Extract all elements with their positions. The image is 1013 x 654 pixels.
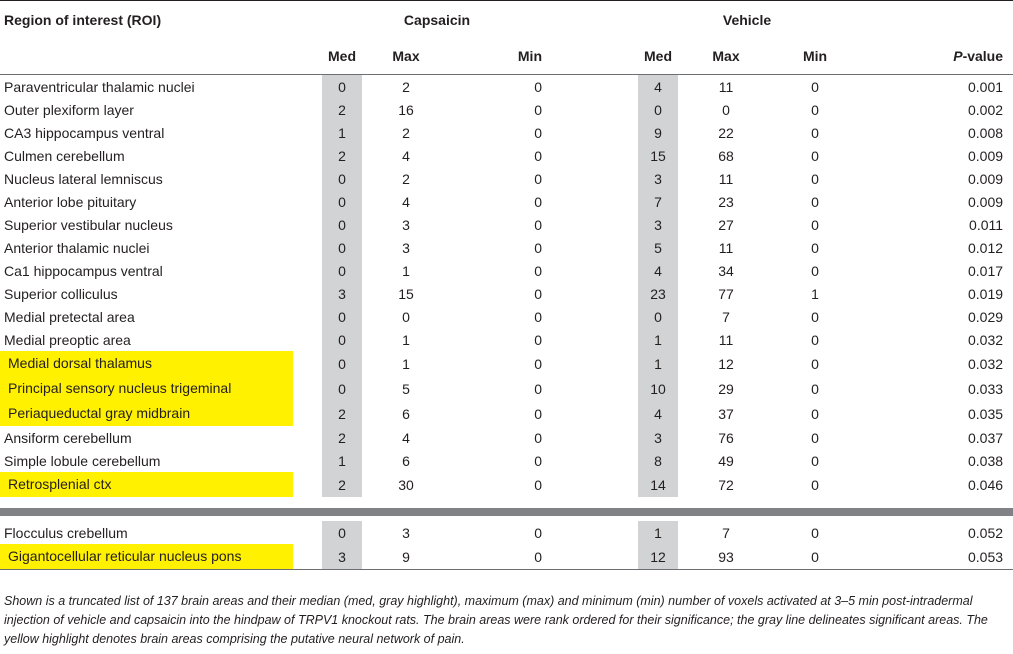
roi-name: Superior vestibular nucleus xyxy=(4,216,173,233)
vehicle-max: 37 xyxy=(718,405,734,422)
spacer xyxy=(552,426,638,449)
spacer xyxy=(300,98,322,121)
capsaicin-max: 4 xyxy=(402,193,410,210)
capsaicin-med: 2 xyxy=(322,144,362,167)
spacer xyxy=(552,121,638,144)
roi-name: Flocculus crebellum xyxy=(4,524,128,541)
capsaicin-max: 15 xyxy=(398,285,414,302)
capsaicin-min: 0 xyxy=(534,239,542,256)
spacer xyxy=(300,305,322,328)
vehicle-min-header: Min xyxy=(774,36,856,75)
vehicle-min: 0 xyxy=(811,124,819,141)
p-value: 0.032 xyxy=(967,355,1004,372)
table-row xyxy=(0,190,1013,213)
capsaicin-min: 0 xyxy=(534,193,542,210)
capsaicin-max: 6 xyxy=(402,405,410,422)
capsaicin-max: 4 xyxy=(402,429,410,446)
capsaicin-med-header: Med xyxy=(322,36,362,75)
roi-name: Anterior thalamic nuclei xyxy=(4,239,150,256)
vehicle-min: 0 xyxy=(811,101,819,118)
p-value: 0.046 xyxy=(967,476,1004,493)
vehicle-max: 68 xyxy=(718,147,734,164)
nonsignificant-rows xyxy=(0,521,1013,570)
capsaicin-med: 2 xyxy=(322,472,362,497)
table-row xyxy=(0,401,1013,426)
table-row xyxy=(0,213,1013,236)
table-row xyxy=(0,144,1013,167)
p-value: 0.017 xyxy=(967,262,1004,279)
roi-name: Culmen cerebellum xyxy=(4,147,125,164)
roi-name: Nucleus lateral lemniscus xyxy=(4,170,163,187)
table-row xyxy=(0,259,1013,282)
vehicle-med: 4 xyxy=(638,75,678,99)
table-caption: Shown is a truncated list of 137 brain areas and their median (med, gray highlight), maximum (max) and minimum (min) number of voxels activated at 3–5 min post-intradermal injection of vehicle and capsaicin into the hindpaw of TRPV1 knockout rats. The brain areas were rank ordered for their significance; the gray line delineates significant areas. The yellow highlight denotes brain areas comprising the putative neural network of pain. xyxy=(4,594,988,646)
vehicle-min: 0 xyxy=(811,355,819,372)
vehicle-min: 0 xyxy=(811,147,819,164)
vehicle-med: 3 xyxy=(638,167,678,190)
vehicle-max: 76 xyxy=(718,429,734,446)
table-row xyxy=(0,305,1013,328)
yellow-highlight-roi: Periaqueductal gray midbrain xyxy=(0,401,293,426)
significant-rows xyxy=(0,75,1013,498)
capsaicin-med: 0 xyxy=(322,190,362,213)
spacer xyxy=(552,376,638,401)
spacer xyxy=(300,121,322,144)
capsaicin-min: 0 xyxy=(534,101,542,118)
capsaicin-min: 0 xyxy=(534,78,542,95)
capsaicin-min: 0 xyxy=(534,405,542,422)
vehicle-max: 7 xyxy=(722,524,730,541)
vehicle-max: 11 xyxy=(718,170,734,187)
roi-name xyxy=(0,472,300,497)
p-value: 0.033 xyxy=(967,380,1004,397)
vehicle-min: 0 xyxy=(811,239,819,256)
table-row xyxy=(0,121,1013,144)
spacer xyxy=(300,376,322,401)
spacer xyxy=(300,190,322,213)
vehicle-min: 0 xyxy=(811,331,819,348)
spacer xyxy=(552,98,638,121)
p-value: 0.009 xyxy=(967,193,1004,210)
capsaicin-min: 0 xyxy=(450,544,552,570)
vehicle-med: 1 xyxy=(638,328,678,351)
table-row xyxy=(0,521,1013,544)
spacer xyxy=(300,351,322,376)
capsaicin-med: 0 xyxy=(322,351,362,376)
roi-name xyxy=(0,401,300,426)
spacer xyxy=(552,259,638,282)
capsaicin-med: 3 xyxy=(322,544,362,570)
capsaicin-min: 0 xyxy=(534,452,542,469)
vehicle-max: 29 xyxy=(718,380,734,397)
spacer xyxy=(300,328,322,351)
capsaicin-med: 0 xyxy=(322,376,362,401)
capsaicin-min: 0 xyxy=(534,170,542,187)
capsaicin-max-header: Max xyxy=(362,36,450,75)
table-row xyxy=(0,449,1013,472)
p-value: 0.008 xyxy=(967,124,1004,141)
vehicle-max: 11 xyxy=(718,78,734,95)
capsaicin-med: 0 xyxy=(322,305,362,328)
capsaicin-min: 0 xyxy=(534,147,542,164)
table-row xyxy=(0,75,1013,99)
vehicle-max: 27 xyxy=(718,216,734,233)
vehicle-min: 0 xyxy=(774,544,856,570)
spacer xyxy=(300,144,322,167)
table-row xyxy=(0,167,1013,190)
yellow-highlight-roi: Medial dorsal thalamus xyxy=(0,351,293,376)
roi-name: Paraventricular thalamic nuclei xyxy=(4,78,195,95)
vehicle-min: 0 xyxy=(811,429,819,446)
capsaicin-med: 0 xyxy=(322,213,362,236)
spacer xyxy=(300,401,322,426)
capsaicin-min: 0 xyxy=(534,124,542,141)
capsaicin-max: 5 xyxy=(402,380,410,397)
roi-name: Medial preoptic area xyxy=(4,331,131,348)
spacer xyxy=(552,521,638,544)
table-row xyxy=(0,236,1013,259)
capsaicin-med: 0 xyxy=(322,75,362,99)
spacer xyxy=(300,167,322,190)
vehicle-max: 49 xyxy=(718,452,734,469)
p-value: 0.019 xyxy=(967,285,1004,302)
roi-name: CA3 hippocampus ventral xyxy=(4,124,165,141)
vehicle-max: 12 xyxy=(718,355,734,372)
vehicle-med: 23 xyxy=(638,282,678,305)
spacer xyxy=(552,282,638,305)
table-row xyxy=(0,426,1013,449)
vehicle-max: 72 xyxy=(718,476,734,493)
capsaicin-med: 0 xyxy=(322,236,362,259)
vehicle-min: 0 xyxy=(811,216,819,233)
vehicle-med: 15 xyxy=(638,144,678,167)
vehicle-med: 0 xyxy=(638,305,678,328)
vehicle-max: 22 xyxy=(718,124,734,141)
vehicle-med: 12 xyxy=(638,544,678,570)
vehicle-med: 14 xyxy=(638,472,678,497)
header-row-groups xyxy=(0,0,1013,36)
roi-name xyxy=(0,544,300,570)
yellow-highlight-roi: Principal sensory nucleus trigeminal xyxy=(0,376,293,401)
significance-separator-line xyxy=(0,508,1013,516)
capsaicin-max: 16 xyxy=(398,101,414,118)
vehicle-max: 11 xyxy=(718,331,734,348)
p-value: 0.029 xyxy=(967,308,1004,325)
vehicle-med: 0 xyxy=(638,98,678,121)
vehicle-min: 0 xyxy=(811,78,819,95)
vehicle-max: 23 xyxy=(718,193,734,210)
vehicle-min: 0 xyxy=(811,308,819,325)
spacer xyxy=(552,544,638,570)
capsaicin-max: 1 xyxy=(402,331,410,348)
roi-name xyxy=(0,351,300,376)
vehicle-med: 5 xyxy=(638,236,678,259)
vehicle-max-header: Max xyxy=(678,36,774,75)
spacer xyxy=(300,259,322,282)
p-value: 0.002 xyxy=(967,101,1004,118)
capsaicin-min: 0 xyxy=(534,476,542,493)
capsaicin-med: 0 xyxy=(322,521,362,544)
capsaicin-med: 0 xyxy=(322,328,362,351)
spacer xyxy=(552,75,638,99)
capsaicin-med: 0 xyxy=(322,167,362,190)
vehicle-min: 0 xyxy=(811,405,819,422)
p-value: 0.012 xyxy=(967,239,1004,256)
spacer xyxy=(300,282,322,305)
vehicle-max: 0 xyxy=(722,101,730,118)
capsaicin-med: 2 xyxy=(322,98,362,121)
spacer xyxy=(300,472,322,497)
capsaicin-med: 2 xyxy=(322,426,362,449)
vehicle-med: 1 xyxy=(638,351,678,376)
vehicle-med: 10 xyxy=(638,376,678,401)
capsaicin-med: 1 xyxy=(322,449,362,472)
header-row-columns xyxy=(0,36,1013,75)
table-row xyxy=(0,351,1013,376)
p-value: 0.001 xyxy=(967,78,1004,95)
capsaicin-max: 3 xyxy=(402,239,410,256)
vehicle-min: 0 xyxy=(811,524,819,541)
vehicle-min: 0 xyxy=(811,193,819,210)
p-value: 0.009 xyxy=(967,170,1004,187)
roi-name: Ca1 hippocampus ventral xyxy=(4,262,163,279)
vehicle-min: 0 xyxy=(811,476,819,493)
spacer xyxy=(552,144,638,167)
capsaicin-min: 0 xyxy=(534,380,542,397)
yellow-highlight-roi: Retrosplenial ctx xyxy=(0,472,293,497)
spacer xyxy=(552,167,638,190)
vehicle-med: 4 xyxy=(638,259,678,282)
p-value: 0.009 xyxy=(967,147,1004,164)
yellow-highlight-roi: Gigantocellular reticular nucleus pons xyxy=(0,544,293,569)
capsaicin-min: 0 xyxy=(534,429,542,446)
p-value: 0.035 xyxy=(967,405,1004,422)
roi-name: Ansiform cerebellum xyxy=(4,429,132,446)
capsaicin-min: 0 xyxy=(534,216,542,233)
capsaicin-med: 3 xyxy=(322,282,362,305)
capsaicin-max: 6 xyxy=(402,452,410,469)
capsaicin-max: 30 xyxy=(398,476,414,493)
vehicle-min: 0 xyxy=(811,380,819,397)
capsaicin-max: 4 xyxy=(402,147,410,164)
roi-name xyxy=(0,376,300,401)
spacer xyxy=(300,521,322,544)
capsaicin-min: 0 xyxy=(534,262,542,279)
capsaicin-max: 2 xyxy=(402,124,410,141)
spacer xyxy=(300,75,322,99)
spacer xyxy=(552,190,638,213)
vehicle-max: 93 xyxy=(678,544,774,570)
capsaicin-max: 2 xyxy=(402,78,410,95)
roi-name: Medial pretectal area xyxy=(4,308,135,325)
vehicle-med: 7 xyxy=(638,190,678,213)
p-value-header: P-value xyxy=(856,36,1013,75)
capsaicin-min: 0 xyxy=(534,308,542,325)
capsaicin-med: 0 xyxy=(322,259,362,282)
vehicle-med: 3 xyxy=(638,426,678,449)
vehicle-med: 3 xyxy=(638,213,678,236)
capsaicin-min: 0 xyxy=(534,524,542,541)
spacer xyxy=(552,351,638,376)
p-value: 0.037 xyxy=(967,429,1004,446)
table-row xyxy=(0,98,1013,121)
p-value: 0.053 xyxy=(856,544,1013,570)
spacer xyxy=(552,328,638,351)
spacer xyxy=(552,401,638,426)
vehicle-min: 0 xyxy=(811,262,819,279)
spacer xyxy=(300,449,322,472)
vehicle-min: 0 xyxy=(811,170,819,187)
capsaicin-max: 9 xyxy=(362,544,450,570)
roi-header: Region of interest (ROI) xyxy=(4,12,162,28)
capsaicin-min: 0 xyxy=(534,285,542,302)
vehicle-min: 0 xyxy=(811,452,819,469)
spacer xyxy=(300,544,322,570)
vehicle-med: 1 xyxy=(638,521,678,544)
capsaicin-min: 0 xyxy=(534,355,542,372)
spacer xyxy=(300,213,322,236)
p-value: 0.032 xyxy=(967,331,1004,348)
capsaicin-min: 0 xyxy=(534,331,542,348)
vehicle-header: Vehicle xyxy=(722,12,772,28)
p-value: 0.038 xyxy=(967,452,1004,469)
p-value: 0.011 xyxy=(969,216,1004,233)
vehicle-max: 7 xyxy=(722,308,730,325)
capsaicin-max: 0 xyxy=(402,308,410,325)
roi-name: Simple lobule cerebellum xyxy=(4,452,161,469)
vehicle-med: 9 xyxy=(638,121,678,144)
capsaicin-max: 1 xyxy=(402,262,410,279)
spacer xyxy=(300,426,322,449)
table-row xyxy=(0,544,1013,570)
capsaicin-min-header: Min xyxy=(450,36,552,75)
capsaicin-med: 2 xyxy=(322,401,362,426)
p-value: 0.052 xyxy=(967,524,1004,541)
spacer xyxy=(552,236,638,259)
spacer xyxy=(552,472,638,497)
table-row xyxy=(0,328,1013,351)
roi-name: Superior colliculus xyxy=(4,285,118,302)
capsaicin-header: Capsaicin xyxy=(403,12,471,28)
spacer xyxy=(552,305,638,328)
table-row xyxy=(0,282,1013,305)
vehicle-med-header: Med xyxy=(638,36,678,75)
capsaicin-max: 3 xyxy=(402,216,410,233)
roi-name: Outer plexiform layer xyxy=(4,101,134,118)
capsaicin-max: 3 xyxy=(402,524,410,541)
capsaicin-med: 1 xyxy=(322,121,362,144)
table-row xyxy=(0,376,1013,401)
roi-name: Anterior lobe pituitary xyxy=(4,193,137,210)
spacer xyxy=(300,236,322,259)
vehicle-max: 77 xyxy=(718,285,734,302)
table-row xyxy=(0,472,1013,497)
spacer xyxy=(552,449,638,472)
vehicle-min: 1 xyxy=(811,285,819,302)
capsaicin-max: 1 xyxy=(402,355,410,372)
vehicle-max: 11 xyxy=(718,239,734,256)
capsaicin-max: 2 xyxy=(402,170,410,187)
spacer xyxy=(552,213,638,236)
vehicle-med: 4 xyxy=(638,401,678,426)
vehicle-max: 34 xyxy=(718,262,734,279)
vehicle-med: 8 xyxy=(638,449,678,472)
separator-section xyxy=(0,497,1013,521)
